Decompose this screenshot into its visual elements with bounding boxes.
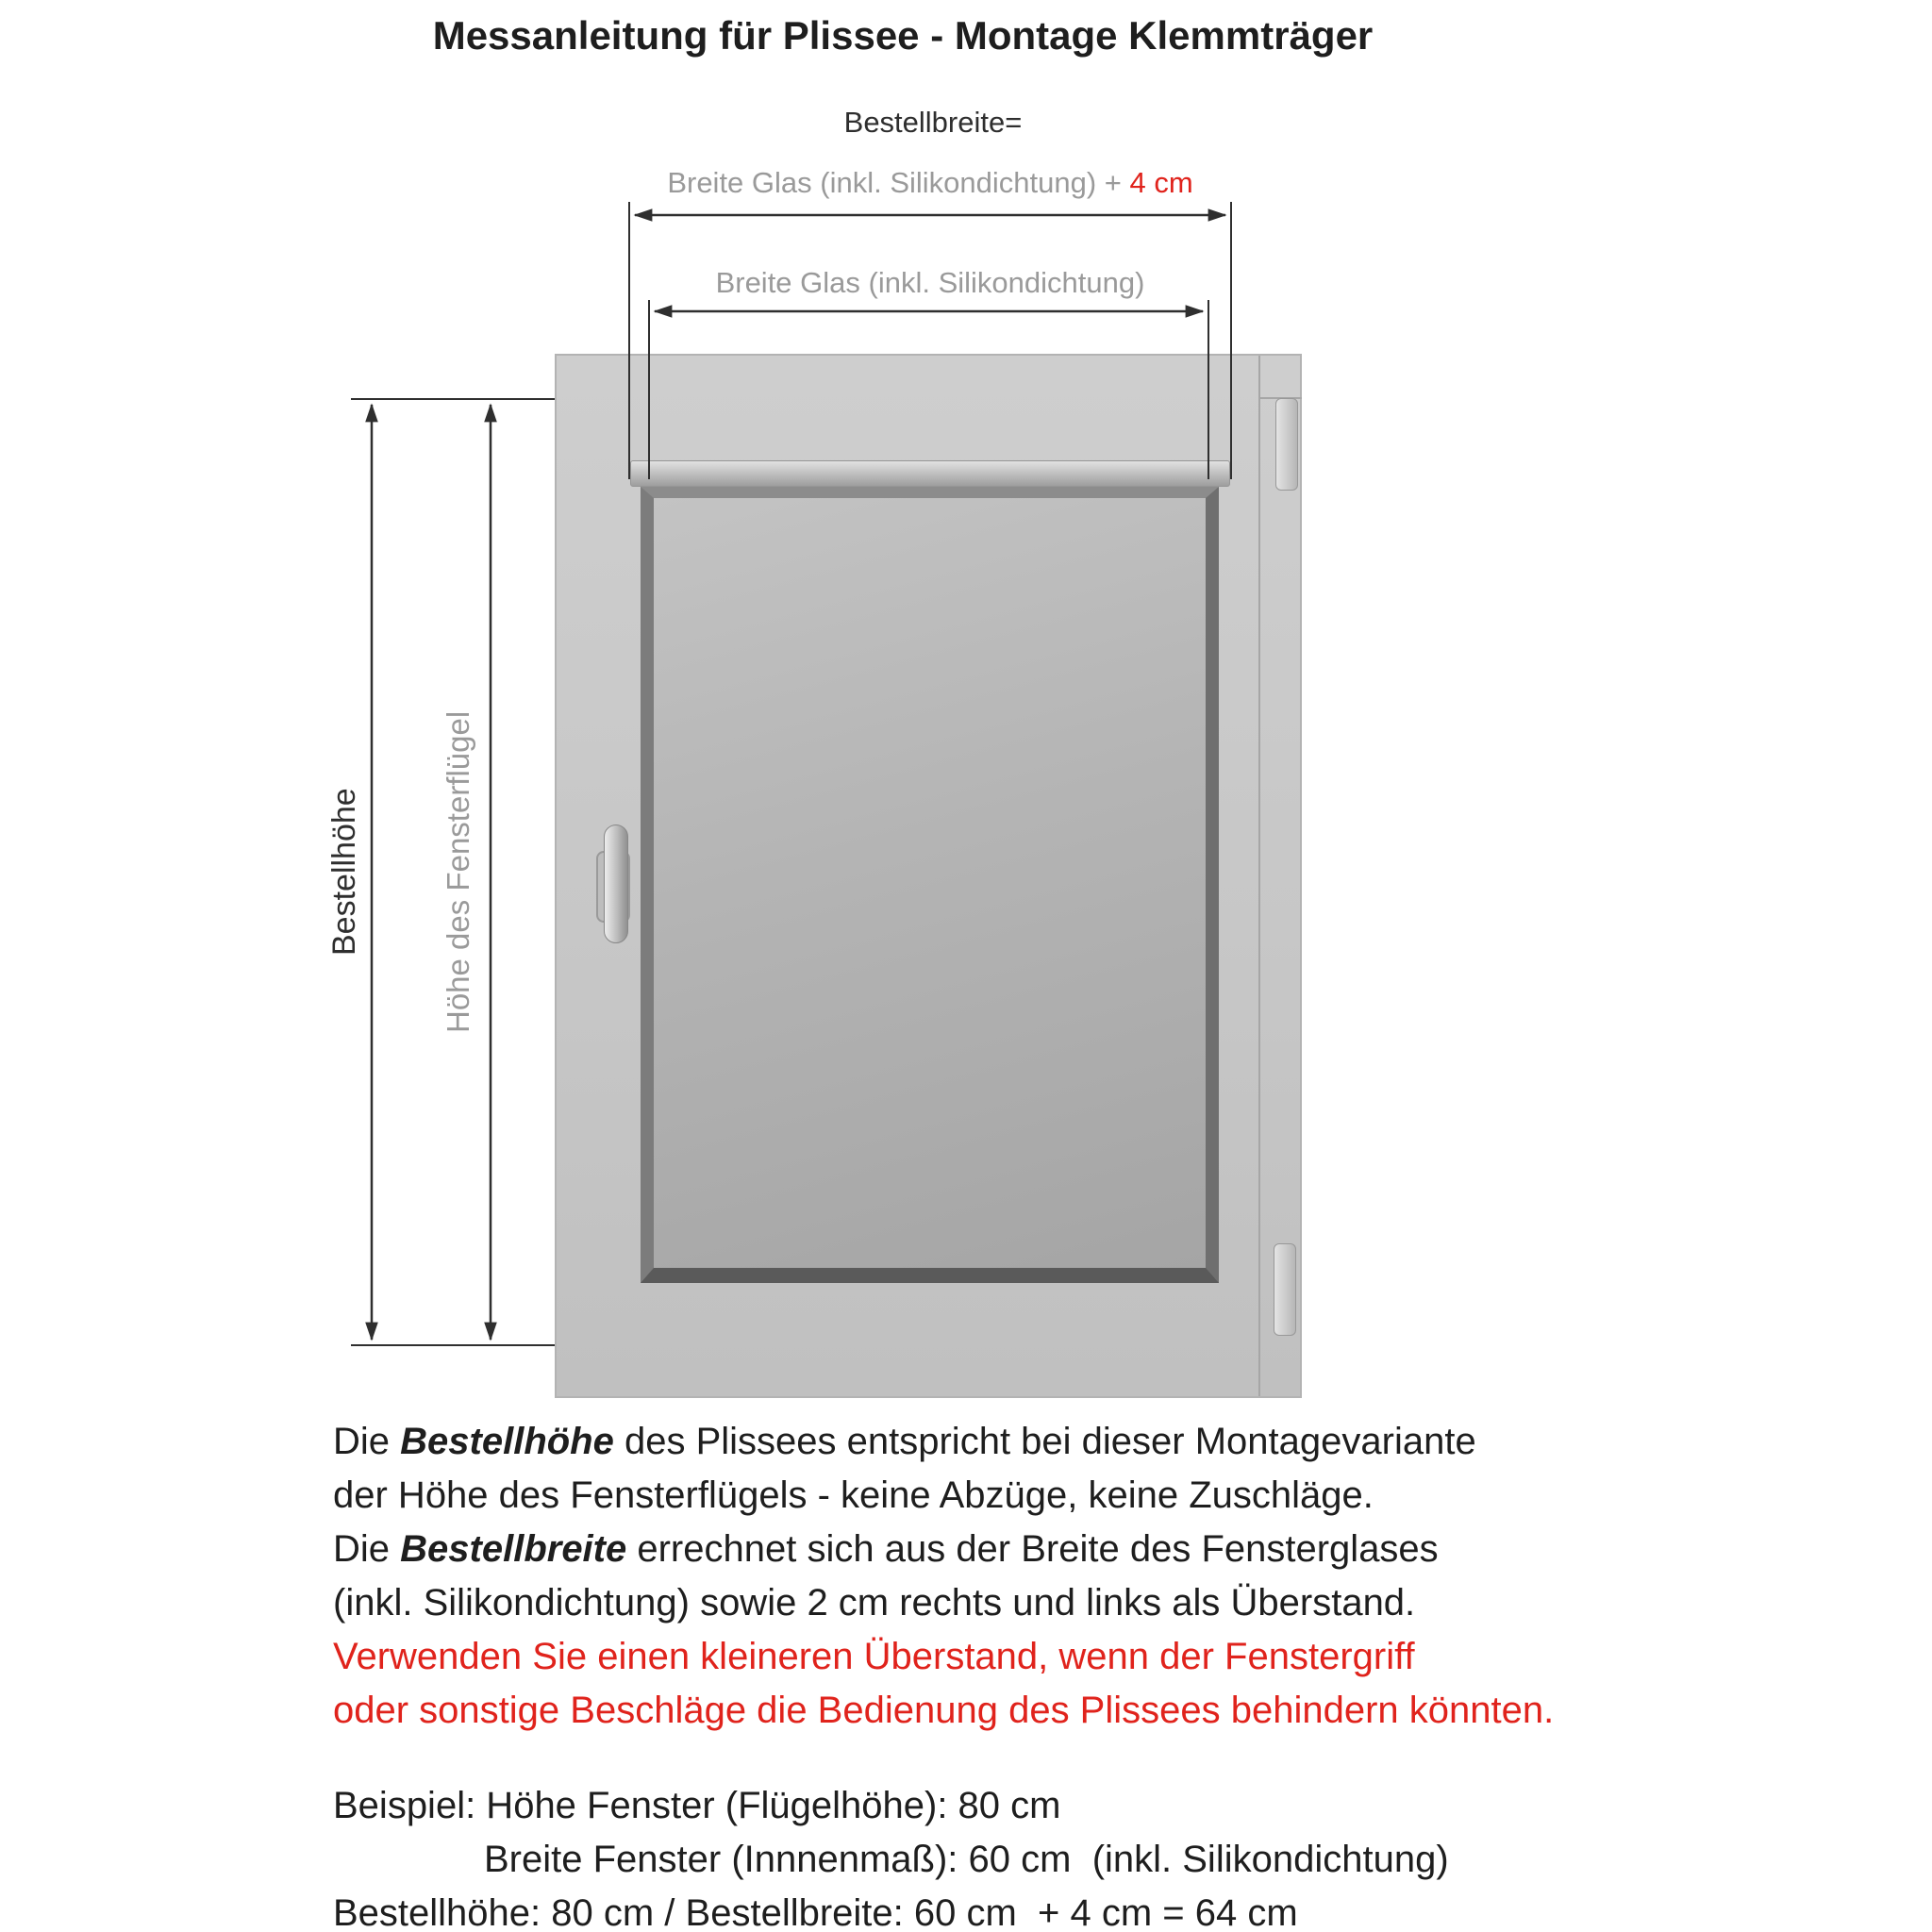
example-text — [333, 1779, 1449, 1932]
window-glass — [641, 487, 1219, 1283]
desc-line-3-prefix: Die — [333, 1528, 401, 1570]
plissee-top-rail — [630, 460, 1230, 487]
description-text — [333, 1415, 1554, 1738]
warning-line-2: oder sonstige Beschläge die Bedienung des Plissees behindern könnten. — [333, 1690, 1555, 1731]
example-line-1: Beispiel: Höhe Fenster (Flügelhöhe): 80 cm — [333, 1785, 1061, 1826]
order-height-label: Bestellhöhe — [326, 788, 362, 956]
glass-width-plus-main: Breite Glas (inkl. Silikondichtung) + — [667, 166, 1130, 199]
order-width-label: Bestellbreite= — [843, 106, 1023, 139]
hinge-bottom-icon — [1274, 1243, 1296, 1336]
glass-width-plus-label — [604, 166, 1257, 200]
desc-line-4: (inkl. Silikondichtung) sowie 2 cm rechts und links als Überstand. — [333, 1582, 1416, 1624]
desc-line-3 — [333, 1523, 1554, 1576]
example-line-3: Bestellhöhe: 80 cm / Bestellbreite: 60 cm + 4 cm = 64 cm — [333, 1892, 1298, 1932]
desc-line-2: der Höhe des Fensterflügels - keine Abzüge, keine Zuschläge. — [333, 1474, 1374, 1516]
desc-line-1-prefix: Die — [333, 1421, 401, 1462]
warning-line-1: Verwenden Sie einen kleineren Überstand, wenn der Fenstergriff — [333, 1636, 1415, 1677]
window-illustration — [555, 354, 1302, 1398]
desc-line-1 — [333, 1415, 1554, 1469]
desc-line-3-rest: errechnet sich aus der Breite des Fensterglases — [626, 1528, 1439, 1570]
glass-width-plus-highlight: 4 cm — [1129, 166, 1193, 199]
window-handle-icon — [604, 824, 628, 943]
page-title: Messanleitung für Plissee - Montage Klemmträger — [432, 13, 1374, 58]
desc-line-1-emphasis: Bestellhöhe — [400, 1421, 614, 1462]
sash-height-label: Höhe des Fensterflügel — [441, 710, 475, 1033]
glass-width-label: Breite Glas (inkl. Silikondichtung) — [715, 266, 1145, 299]
desc-line-3-emphasis: Bestellbreite — [400, 1528, 627, 1570]
hinge-top-icon — [1275, 398, 1298, 491]
desc-line-1-rest: des Plissees entspricht bei dieser Montagevariante — [613, 1421, 1476, 1462]
example-line-2: Breite Fenster (Innnenmaß): 60 cm (inkl. Silikondichtung) — [484, 1839, 1449, 1880]
sash-seam — [1258, 356, 1260, 1396]
